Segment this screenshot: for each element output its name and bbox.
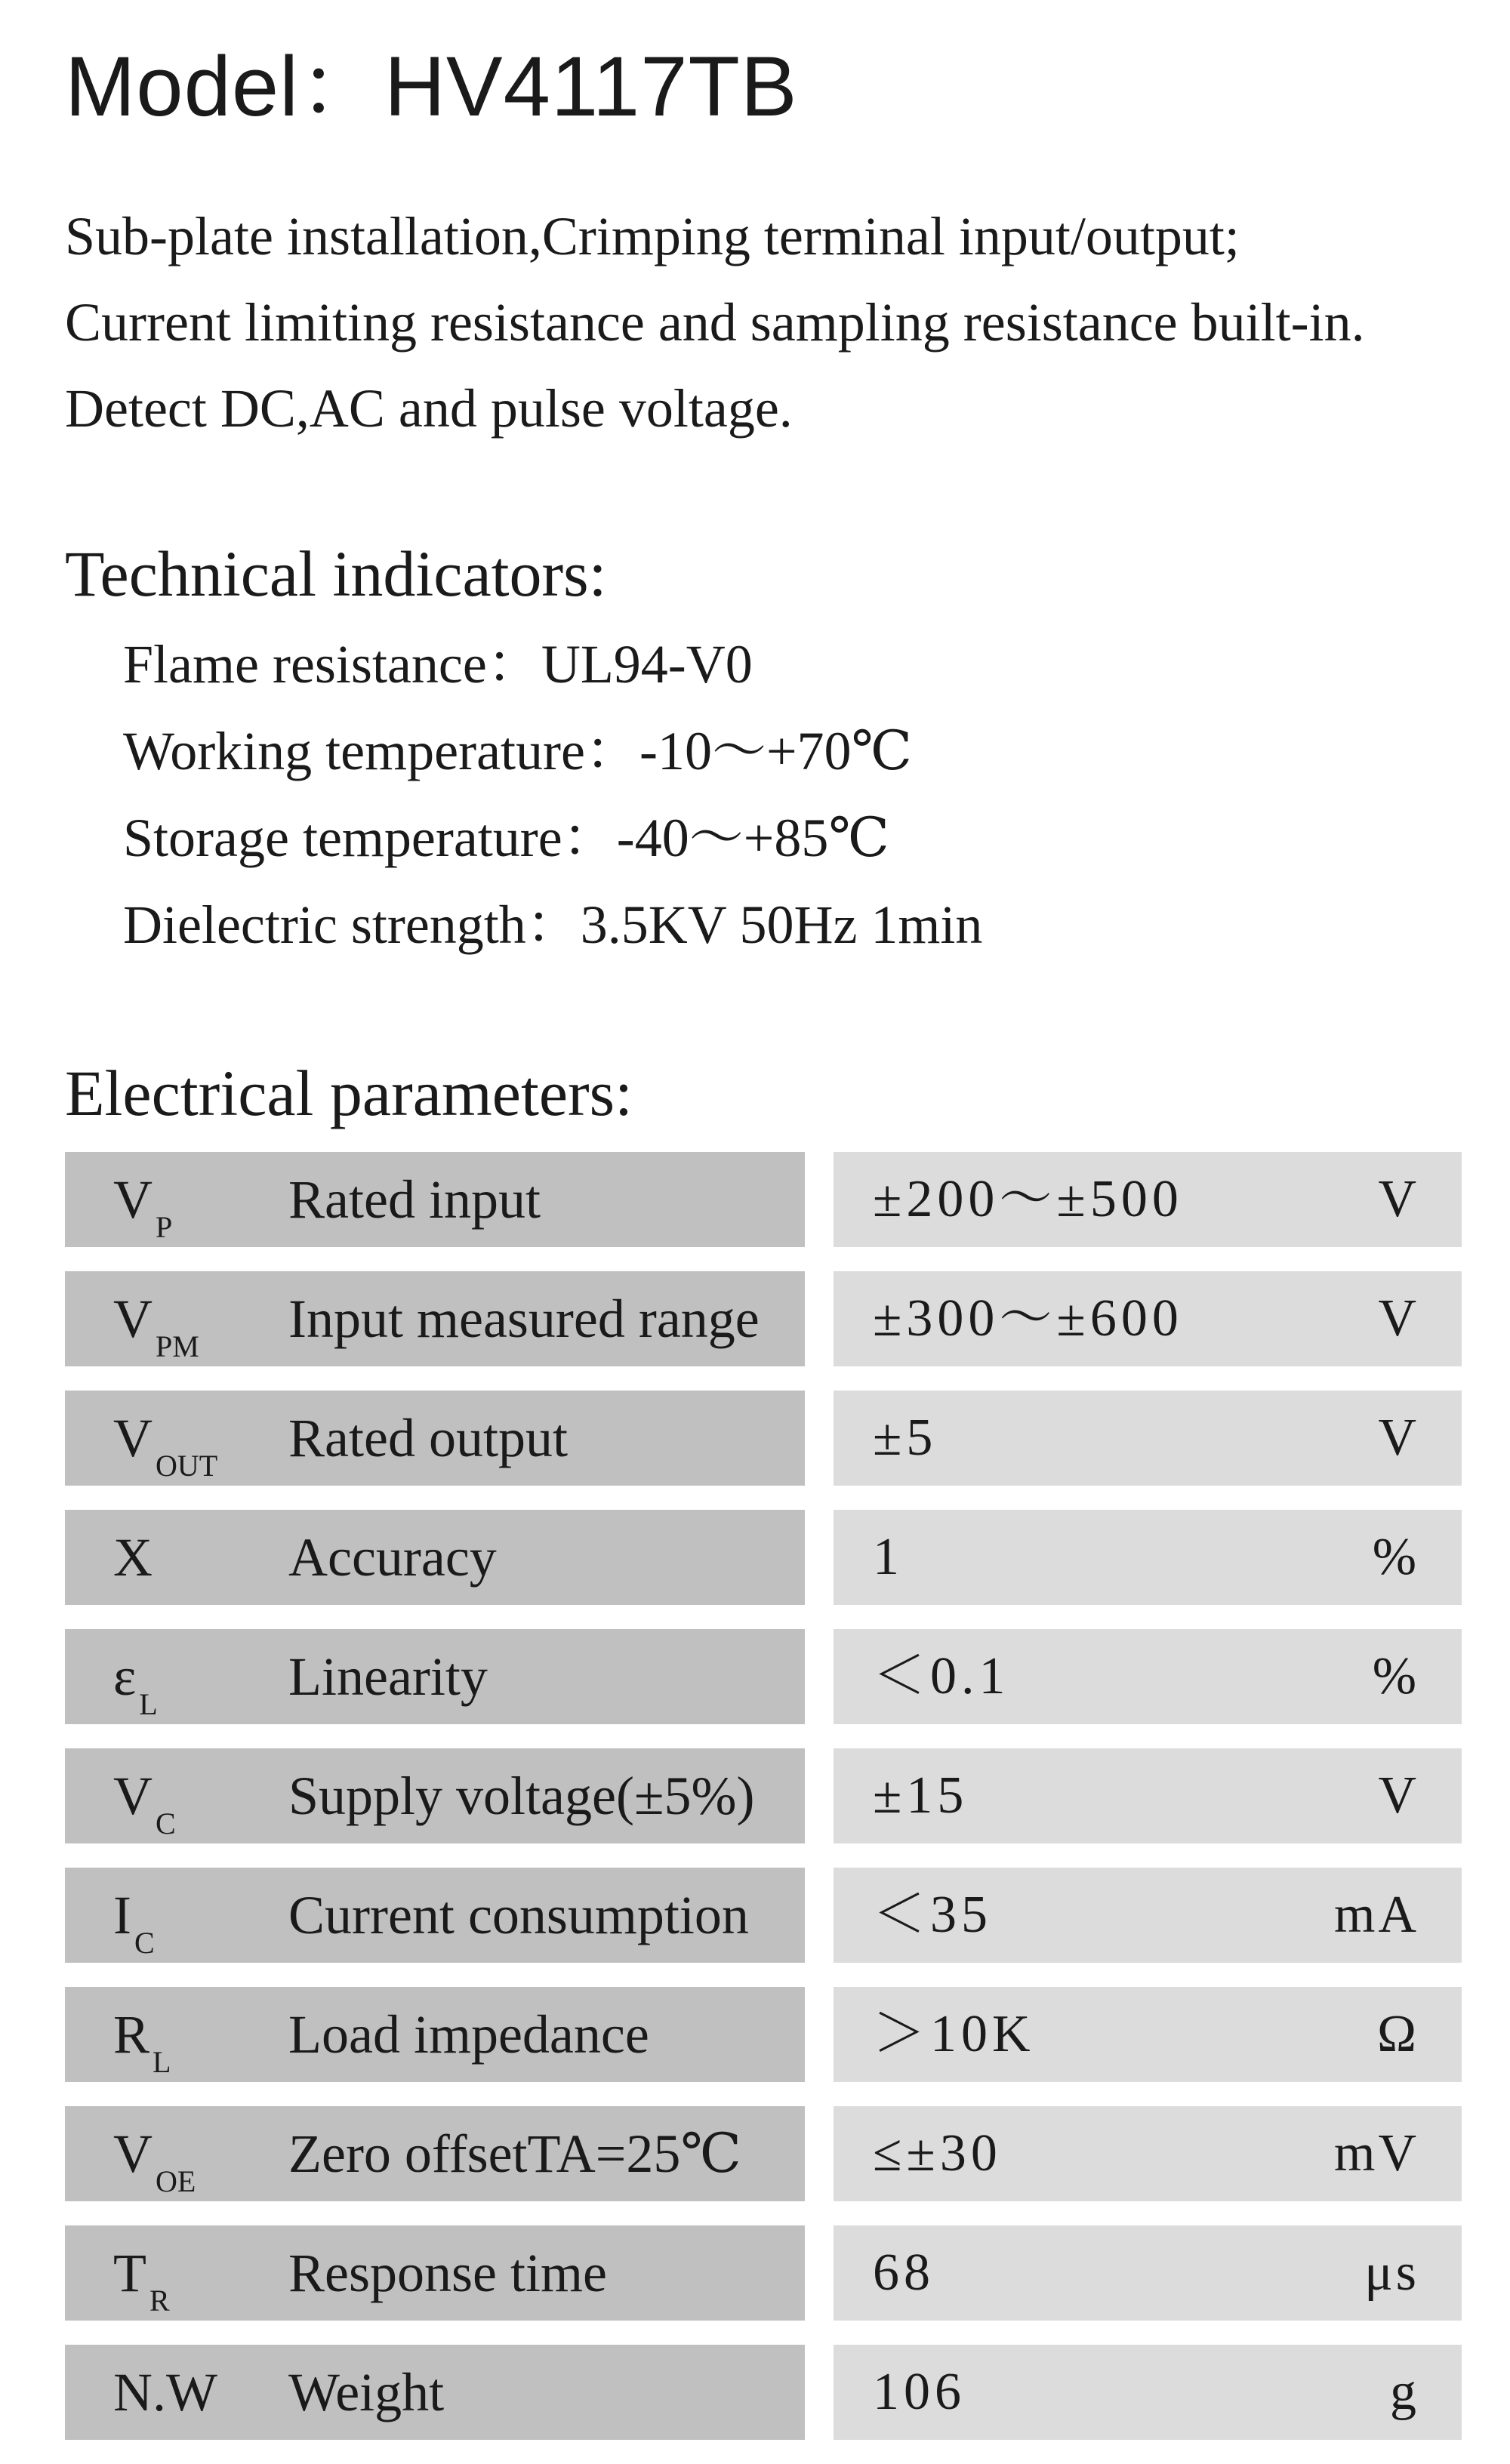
param-unit: μs: [1364, 2244, 1419, 2302]
param-value-cell: [834, 1868, 1462, 1963]
param-value: ±15: [873, 1766, 969, 1825]
param-value: ±200～±500: [873, 1170, 1183, 1228]
param-symbol: [113, 1391, 217, 1514]
param-symbol-subscript: L: [153, 2045, 171, 2079]
description-line: Sub-plate installation,Crimping terminal input/output;: [65, 206, 1240, 266]
param-symbol-letter: R: [113, 2004, 150, 2065]
param-row: [65, 1271, 1462, 1366]
indicator-storage-temperature: Storage temperature：-40～+85℃: [123, 808, 889, 868]
param-label-cell: [65, 1748, 805, 1843]
param-value-cell: [834, 1748, 1462, 1843]
param-symbol-letter: N.W: [113, 2362, 217, 2422]
param-symbol-letter: ε: [113, 1646, 137, 1707]
param-symbol: [113, 2106, 196, 2229]
param-label-cell: [65, 1271, 805, 1366]
param-value: 68: [873, 2244, 935, 2302]
param-label-cell: [65, 1868, 805, 1963]
param-row: [65, 1629, 1462, 1724]
param-symbol-subscript: P: [156, 1210, 173, 1244]
param-value: ±300～±600: [873, 1289, 1183, 1348]
param-symbol-letter: V: [113, 1289, 153, 1349]
param-value-cell: [834, 1987, 1462, 2082]
param-value-cell: [834, 2106, 1462, 2201]
param-value-cell: [834, 2225, 1462, 2321]
param-value: ＜35: [873, 1886, 992, 1944]
param-unit: mV: [1334, 2124, 1419, 2182]
electrical-parameters-table: [65, 1152, 1462, 2464]
param-symbol-subscript: L: [139, 1687, 158, 1721]
param-symbol: [113, 2225, 170, 2348]
technical-indicators-list: [123, 621, 982, 969]
param-row: [65, 2345, 1462, 2440]
param-value: ±5: [873, 1409, 938, 1467]
param-symbol: [113, 1629, 158, 1752]
param-symbol-subscript: C: [134, 1926, 155, 1960]
param-value: ≤±30: [873, 2124, 1002, 2182]
param-symbol: [113, 1152, 172, 1275]
param-name: Response time: [288, 2243, 607, 2303]
description-line: Detect DC,AC and pulse voltage.: [65, 378, 793, 439]
param-row: [65, 1152, 1462, 1247]
param-label-cell: [65, 1152, 805, 1247]
param-label-cell: [65, 1987, 805, 2082]
param-value-cell: [834, 1510, 1462, 1605]
electrical-parameters-heading: Electrical parameters:: [65, 1057, 633, 1129]
param-symbol-letter: V: [113, 1408, 153, 1468]
param-name: Linearity: [288, 1646, 488, 1707]
param-value-cell: [834, 1629, 1462, 1724]
param-name: Current consumption: [288, 1885, 749, 1945]
param-label-cell: [65, 1391, 805, 1486]
param-unit: %: [1372, 1528, 1419, 1586]
param-label-cell: [65, 2345, 805, 2440]
indicator-working-temperature: Working temperature：-10～+70℃: [123, 721, 913, 781]
param-value: ＞10K: [873, 2005, 1035, 2063]
param-name: Weight: [288, 2362, 445, 2422]
param-name: Zero offsetTA=25℃: [288, 2124, 741, 2184]
param-name: Accuracy: [288, 1527, 497, 1588]
param-symbol: [113, 1748, 176, 1871]
technical-indicators-heading: Technical indicators:: [65, 537, 607, 610]
param-value-cell: [834, 1391, 1462, 1486]
param-symbol: [113, 1510, 153, 1605]
param-unit: V: [1378, 1170, 1419, 1228]
param-value-cell: [834, 1152, 1462, 1247]
product-description: [65, 193, 1484, 451]
param-unit: mA: [1334, 1886, 1419, 1944]
param-name: Rated input: [288, 1169, 541, 1230]
indicator-dielectric-strength: Dielectric strength：3.5KV 50Hz 1min: [123, 895, 983, 955]
param-value: 106: [873, 2363, 966, 2421]
param-label-cell: [65, 1510, 805, 1605]
param-unit: V: [1378, 1766, 1419, 1825]
param-symbol-letter: V: [113, 1766, 153, 1826]
param-symbol: [113, 1271, 199, 1394]
param-unit: g: [1390, 2363, 1419, 2421]
param-row: [65, 1748, 1462, 1843]
param-symbol-letter: V: [113, 2124, 153, 2184]
param-symbol-letter: X: [113, 1527, 153, 1588]
param-row: [65, 1987, 1462, 2082]
param-value-cell: [834, 1271, 1462, 1366]
param-symbol-letter: T: [113, 2243, 146, 2303]
param-value: ＜0.1: [873, 1647, 1010, 1705]
param-unit: Ω: [1376, 2005, 1419, 2063]
param-name: Supply voltage(±5%): [288, 1766, 755, 1826]
param-symbol-subscript: R: [149, 2284, 170, 2318]
param-name: Rated output: [288, 1408, 568, 1468]
param-symbol-subscript: OUT: [156, 1449, 218, 1483]
param-value-cell: [834, 2345, 1462, 2440]
param-symbol-subscript: PM: [156, 1329, 199, 1363]
param-unit: V: [1378, 1289, 1419, 1348]
page-title: Model：HV4117TB: [65, 39, 798, 134]
param-symbol-letter: I: [113, 1885, 131, 1945]
param-symbol: [113, 1868, 155, 1991]
param-symbol-letter: V: [113, 1169, 153, 1230]
param-row: [65, 1510, 1462, 1605]
description-line: Current limiting resistance and sampling resistance built-in.: [65, 292, 1365, 353]
param-row: [65, 2225, 1462, 2321]
param-unit: %: [1372, 1647, 1419, 1705]
param-symbol: [113, 1987, 171, 2110]
param-symbol-subscript: C: [156, 1806, 176, 1840]
param-label-cell: [65, 2225, 805, 2321]
param-unit: V: [1378, 1409, 1419, 1467]
param-name: Load impedance: [288, 2004, 649, 2065]
param-label-cell: [65, 1629, 805, 1724]
param-symbol-subscript: OE: [156, 2164, 196, 2198]
param-label-cell: [65, 2106, 805, 2201]
param-row: [65, 1391, 1462, 1486]
param-name: Input measured range: [288, 1289, 760, 1349]
param-value: 1: [873, 1528, 904, 1586]
indicator-flame-resistance: Flame resistance：UL94-V0: [123, 634, 753, 695]
param-row: [65, 1868, 1462, 1963]
param-symbol: [113, 2345, 217, 2440]
param-row: [65, 2106, 1462, 2201]
